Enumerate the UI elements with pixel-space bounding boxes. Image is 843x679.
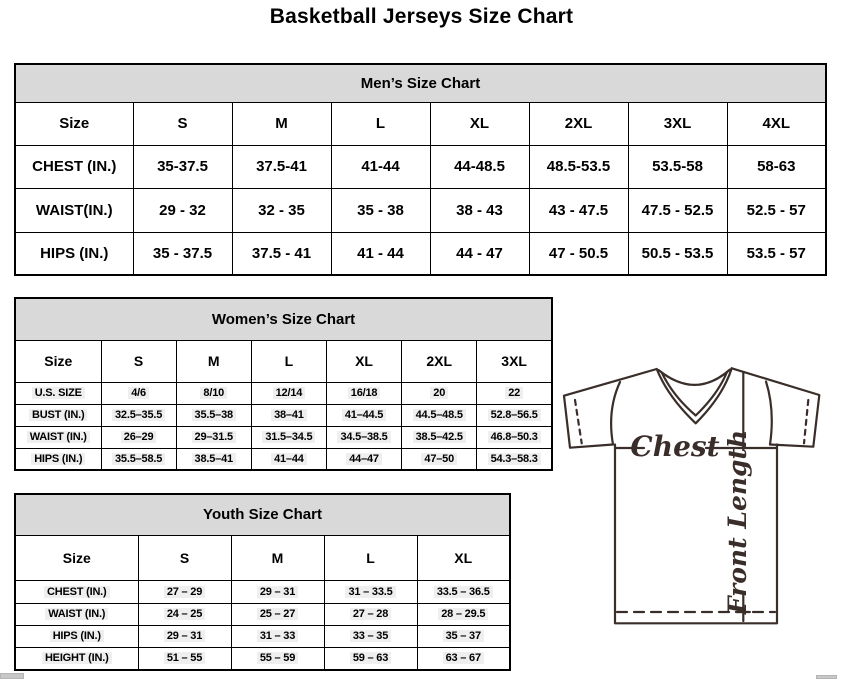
youth-col-header-2: M (231, 535, 324, 580)
womens-row-label-0-text: U.S. SIZE (32, 387, 85, 399)
womens-value-r0-c4-text: 20 (430, 387, 448, 399)
womens-value-r1-c1-text: 35.5–38 (192, 409, 236, 421)
youth-value-r2-c2 (324, 625, 417, 647)
youth-value-r3-c0 (138, 647, 231, 670)
mens-value-r1-c0: 29 - 32 (133, 188, 232, 232)
mens-size-chart-table (14, 63, 827, 276)
womens-col-header-4: XL (326, 340, 401, 382)
youth-value-r2-c1-text: 31 – 33 (257, 630, 298, 642)
womens-value-r1-c3-text: 41–44.5 (342, 409, 386, 421)
front-length-label: Front Length (723, 429, 752, 615)
youth-value-r1-c2 (324, 603, 417, 625)
mens-col-header-6: 3XL (628, 102, 727, 145)
womens-value-r0-c2-text: 12/14 (273, 387, 306, 399)
mens-value-r1-c4: 43 - 47.5 (529, 188, 628, 232)
youth-value-r1-c3-text: 28 – 29.5 (438, 608, 488, 620)
jersey-left-sleeve-hem-dashes (575, 400, 582, 443)
womens-value-r1-c1 (176, 404, 251, 426)
womens-row-label-1 (15, 404, 101, 426)
womens-value-r1-c4-text: 44.5–48.5 (413, 409, 466, 421)
youth-value-r3-c2-text: 59 – 63 (350, 652, 391, 664)
youth-value-r1-c3 (417, 603, 510, 625)
womens-value-r2-c0-text: 26–29 (121, 431, 157, 443)
jersey-measurement-diagram (558, 355, 840, 675)
jersey-right-sleeve-hem-dashes (804, 400, 808, 443)
youth-row-label-3 (15, 647, 138, 670)
youth-value-r0-c0 (138, 580, 231, 603)
mens-value-r2-c5: 50.5 - 53.5 (628, 232, 727, 275)
womens-value-r3-c4 (402, 448, 477, 470)
youth-value-r3-c1 (231, 647, 324, 670)
mens-row-label-0: CHEST (IN.) (15, 145, 133, 188)
mens-col-header-3: L (331, 102, 430, 145)
womens-value-r1-c0 (101, 404, 176, 426)
womens-value-r0-c1-text: 8/10 (200, 387, 227, 399)
youth-value-r2-c0 (138, 625, 231, 647)
womens-value-r0-c5-text: 22 (505, 387, 523, 399)
youth-col-header-4: XL (417, 535, 510, 580)
youth-row-label-0-text: CHEST (IN.) (44, 586, 110, 598)
womens-col-header-3: L (251, 340, 326, 382)
womens-row-label-3 (15, 448, 101, 470)
youth-value-r3-c2 (324, 647, 417, 670)
womens-value-r3-c3 (326, 448, 401, 470)
youth-value-r2-c1 (231, 625, 324, 647)
mens-value-r1-c3: 38 - 43 (430, 188, 529, 232)
womens-value-r3-c0-text: 35.5–58.5 (112, 453, 165, 465)
mens-value-r1-c1: 32 - 35 (232, 188, 331, 232)
mens-col-header-2: M (232, 102, 331, 145)
mens-value-r0-c2: 41-44 (331, 145, 430, 188)
youth-value-r1-c1-text: 25 – 27 (257, 608, 298, 620)
youth-value-r0-c0-text: 27 – 29 (164, 586, 205, 598)
womens-value-r1-c5 (477, 404, 552, 426)
womens-chart-title: Women’s Size Chart (15, 298, 552, 340)
mens-value-r2-c2: 41 - 44 (331, 232, 430, 275)
womens-value-r0-c3-text: 16/18 (348, 387, 381, 399)
mens-value-r2-c3: 44 - 47 (430, 232, 529, 275)
youth-value-r3-c0-text: 51 – 55 (164, 652, 205, 664)
mens-value-r1-c2: 35 - 38 (331, 188, 430, 232)
youth-size-chart-table (14, 493, 511, 671)
womens-col-header-2: M (176, 340, 251, 382)
womens-value-r2-c3-text: 34.5–38.5 (337, 431, 390, 443)
mens-value-r0-c1: 37.5-41 (232, 145, 331, 188)
womens-value-r2-c2-text: 31.5–34.5 (262, 431, 315, 443)
womens-value-r2-c5 (477, 426, 552, 448)
mens-value-r2-c6: 53.5 - 57 (727, 232, 826, 275)
youth-value-r2-c3 (417, 625, 510, 647)
youth-value-r1-c1 (231, 603, 324, 625)
womens-value-r2-c5-text: 46.8–50.3 (488, 431, 541, 443)
youth-value-r0-c3-text: 33.5 – 36.5 (434, 586, 493, 598)
jersey-right-armhole-seam (766, 382, 772, 445)
womens-value-r3-c5-text: 54.3–58.3 (488, 453, 541, 465)
womens-value-r0-c4 (402, 382, 477, 404)
womens-value-r3-c3-text: 44–47 (346, 453, 382, 465)
womens-value-r2-c1 (176, 426, 251, 448)
mens-value-r0-c3: 44-48.5 (430, 145, 529, 188)
womens-value-r1-c0-text: 32.5–35.5 (112, 409, 165, 421)
horizontal-scrollbar-fragment-left[interactable] (0, 673, 24, 679)
womens-value-r3-c1 (176, 448, 251, 470)
mens-value-r0-c5: 53.5-58 (628, 145, 727, 188)
youth-chart-title: Youth Size Chart (15, 494, 510, 535)
youth-value-r0-c3 (417, 580, 510, 603)
youth-row-label-3-text: HEIGHT (IN.) (42, 652, 112, 664)
youth-row-label-0 (15, 580, 138, 603)
womens-col-header-1: S (101, 340, 176, 382)
youth-value-r0-c1 (231, 580, 324, 603)
youth-value-r0-c2-text: 31 – 33.5 (345, 586, 395, 598)
womens-value-r0-c0-text: 4/6 (128, 387, 149, 399)
womens-value-r3-c2 (251, 448, 326, 470)
womens-value-r0-c2 (251, 382, 326, 404)
womens-value-r2-c4 (402, 426, 477, 448)
womens-value-r2-c2 (251, 426, 326, 448)
jersey-collar-back-arc (659, 370, 731, 385)
womens-row-label-1-text: BUST (IN.) (29, 409, 87, 421)
youth-value-r1-c2-text: 27 – 28 (350, 608, 391, 620)
womens-value-r3-c2-text: 41–44 (271, 453, 307, 465)
mens-chart-title: Men’s Size Chart (15, 64, 826, 102)
mens-col-header-7: 4XL (727, 102, 826, 145)
youth-value-r3-c1-text: 55 – 59 (257, 652, 298, 664)
youth-value-r0-c1-text: 29 – 31 (257, 586, 298, 598)
mens-col-header-5: 2XL (529, 102, 628, 145)
womens-value-r2-c0 (101, 426, 176, 448)
horizontal-scrollbar-fragment-right[interactable] (816, 675, 837, 679)
womens-value-r1-c3 (326, 404, 401, 426)
mens-value-r0-c6: 58-63 (727, 145, 826, 188)
youth-col-header-1: S (138, 535, 231, 580)
mens-value-r2-c1: 37.5 - 41 (232, 232, 331, 275)
womens-row-label-2 (15, 426, 101, 448)
womens-col-header-6: 3XL (477, 340, 552, 382)
womens-value-r3-c5 (477, 448, 552, 470)
youth-value-r2-c3-text: 35 – 37 (443, 630, 484, 642)
mens-value-r1-c6: 52.5 - 57 (727, 188, 826, 232)
womens-value-r3-c4-text: 47–50 (421, 453, 457, 465)
womens-value-r3-c0 (101, 448, 176, 470)
womens-row-label-0 (15, 382, 101, 404)
womens-value-r0-c1 (176, 382, 251, 404)
womens-value-r0-c5 (477, 382, 552, 404)
mens-value-r1-c5: 47.5 - 52.5 (628, 188, 727, 232)
mens-value-r0-c0: 35-37.5 (133, 145, 232, 188)
youth-row-label-1 (15, 603, 138, 625)
mens-col-header-1: S (133, 102, 232, 145)
page-title: Basketball Jerseys Size Chart (269, 5, 574, 28)
womens-row-label-2-text: WAIST (IN.) (27, 431, 90, 443)
youth-col-header-0: Size (15, 535, 138, 580)
mens-row-label-2: HIPS (IN.) (15, 232, 133, 275)
womens-value-r1-c2 (251, 404, 326, 426)
womens-col-header-5: 2XL (402, 340, 477, 382)
mens-row-label-1: WAIST(IN.) (15, 188, 133, 232)
womens-value-r2-c3 (326, 426, 401, 448)
mens-value-r2-c0: 35 - 37.5 (133, 232, 232, 275)
mens-col-header-0: Size (15, 102, 133, 145)
mens-value-r0-c4: 48.5-53.5 (529, 145, 628, 188)
youth-value-r0-c2 (324, 580, 417, 603)
mens-col-header-4: XL (430, 102, 529, 145)
womens-row-label-3-text: HIPS (IN.) (31, 453, 85, 465)
youth-row-label-2-text: HIPS (IN.) (50, 630, 104, 642)
youth-value-r1-c0 (138, 603, 231, 625)
mens-value-r2-c4: 47 - 50.5 (529, 232, 628, 275)
womens-value-r1-c2-text: 38–41 (271, 409, 307, 421)
youth-row-label-1-text: WAIST (IN.) (45, 608, 108, 620)
womens-col-header-0: Size (15, 340, 101, 382)
womens-value-r3-c1-text: 38.5–41 (192, 453, 236, 465)
youth-value-r2-c2-text: 33 – 35 (350, 630, 391, 642)
womens-size-chart-table (14, 297, 553, 471)
chest-label: Chest (630, 430, 720, 463)
womens-value-r1-c4 (402, 404, 477, 426)
jersey-left-armhole-seam (611, 382, 620, 445)
youth-row-label-2 (15, 625, 138, 647)
womens-value-r0-c0 (101, 382, 176, 404)
youth-value-r2-c0-text: 29 – 31 (164, 630, 205, 642)
womens-value-r2-c4-text: 38.5–42.5 (413, 431, 466, 443)
womens-value-r1-c5-text: 52.8–56.5 (488, 409, 541, 421)
youth-value-r3-c3 (417, 647, 510, 670)
womens-value-r2-c1-text: 29–31.5 (192, 431, 236, 443)
youth-value-r1-c0-text: 24 – 25 (164, 608, 205, 620)
youth-value-r3-c3-text: 63 – 67 (443, 652, 484, 664)
youth-col-header-3: L (324, 535, 417, 580)
womens-value-r0-c3 (326, 382, 401, 404)
